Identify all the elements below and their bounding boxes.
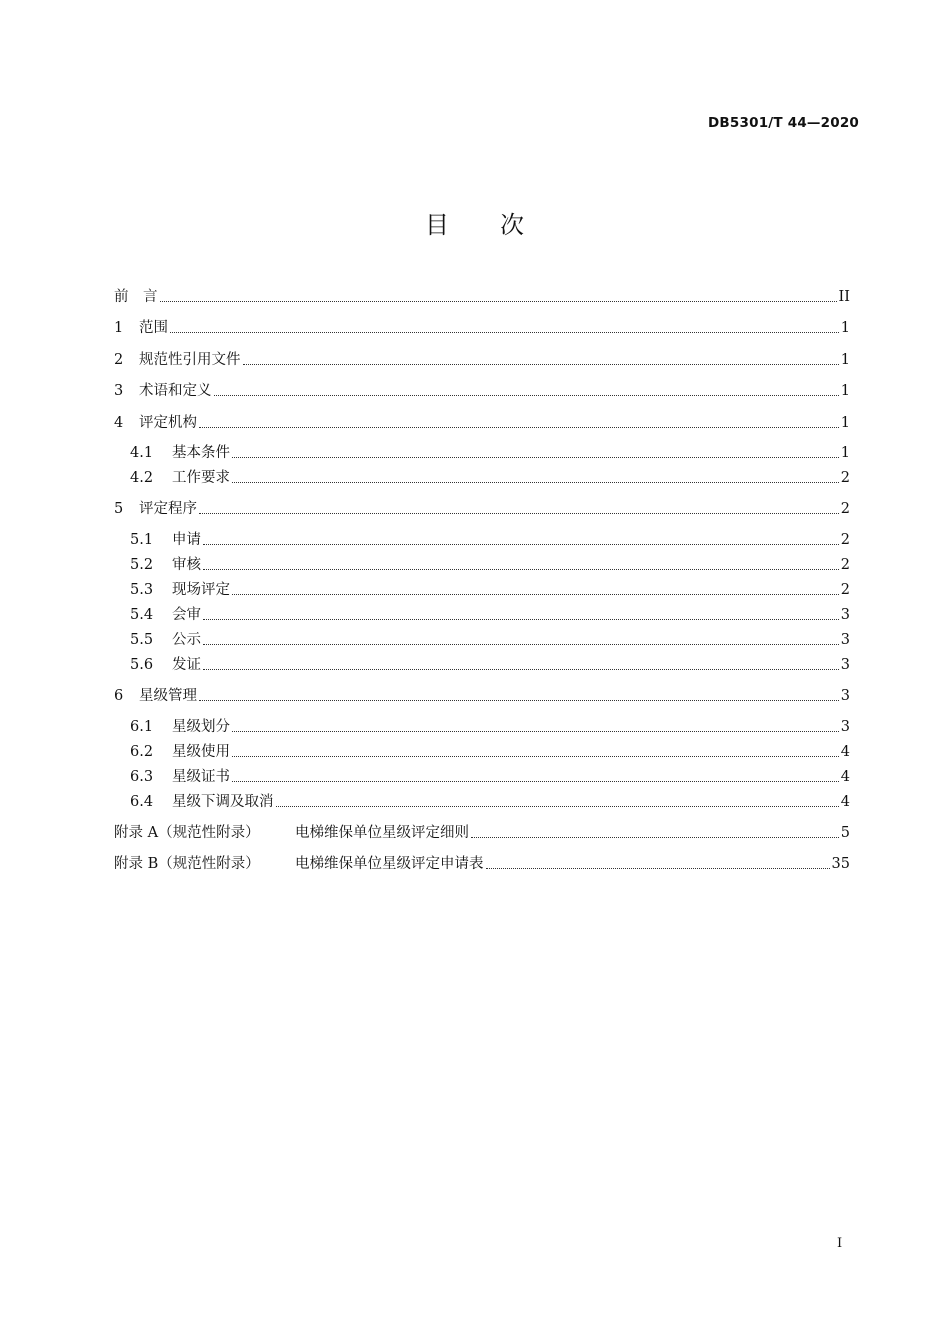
toc-entry-number: 5.1 bbox=[130, 532, 154, 548]
toc-entry-3[interactable] bbox=[114, 380, 850, 402]
toc-leader-dots bbox=[203, 644, 839, 645]
toc-entry-number: 4.2 bbox=[130, 470, 154, 486]
toc-entry-1[interactable] bbox=[114, 317, 850, 339]
toc-entry-title: 现场评定 bbox=[172, 582, 230, 598]
toc-entry-number: 5.4 bbox=[130, 607, 154, 623]
toc-leader-dots bbox=[232, 457, 839, 458]
toc-entry-number: 4.1 bbox=[130, 445, 154, 461]
toc-entry-page: 3 bbox=[840, 657, 850, 673]
page-number: I bbox=[837, 1236, 843, 1251]
toc-entry-2[interactable] bbox=[114, 349, 850, 371]
toc-entry-6-2[interactable] bbox=[130, 741, 850, 763]
toc-entry-number: 1 bbox=[114, 320, 124, 336]
toc-entry-title: 审核 bbox=[172, 557, 201, 573]
toc-entry-title: 工作要求 bbox=[172, 470, 230, 486]
toc-entry-page: 2 bbox=[840, 557, 850, 573]
toc-leader-dots bbox=[486, 868, 830, 869]
toc-entry-number: 6.4 bbox=[130, 794, 154, 810]
toc-entry-number: 附录 A（规范性附录） bbox=[114, 825, 260, 841]
toc-entry-page: 2 bbox=[840, 582, 850, 598]
toc-entry-page: 1 bbox=[840, 383, 850, 399]
toc-leader-dots bbox=[199, 513, 839, 514]
toc-entry-number: 5.5 bbox=[130, 632, 154, 648]
toc-leader-dots bbox=[243, 364, 839, 365]
toc-leader-dots bbox=[471, 837, 839, 838]
toc-entry-title: 星级使用 bbox=[172, 744, 230, 760]
toc-leader-dots bbox=[199, 427, 839, 428]
toc-entry-number: 6 bbox=[114, 688, 124, 704]
toc-leader-dots bbox=[232, 731, 839, 732]
toc-title-char-1: 目 bbox=[425, 211, 450, 239]
toc-entry-page: II bbox=[838, 289, 850, 305]
toc-entry-title: 电梯维保单位星级评定细则 bbox=[295, 825, 469, 841]
toc-leader-dots bbox=[203, 569, 839, 570]
toc-leader-dots bbox=[199, 700, 839, 701]
toc-entry-page: 1 bbox=[840, 445, 850, 461]
toc-entry-title: 星级划分 bbox=[172, 719, 230, 735]
toc-leader-dots bbox=[203, 669, 839, 670]
toc-entry-title: 星级管理 bbox=[139, 688, 197, 704]
toc-entry-5-5[interactable] bbox=[130, 629, 850, 651]
toc-entry-number: 5.2 bbox=[130, 557, 154, 573]
toc-leader-dots bbox=[214, 395, 839, 396]
toc-leader-dots bbox=[232, 594, 839, 595]
toc-leader-dots bbox=[203, 544, 839, 545]
toc-entry-title: 发证 bbox=[172, 657, 201, 673]
toc-entry-number: 6.1 bbox=[130, 719, 154, 735]
toc-entry-title: 申请 bbox=[172, 532, 201, 548]
toc-entry-number: 附录 B（规范性附录） bbox=[114, 856, 260, 872]
toc-entry-page: 2 bbox=[840, 501, 850, 517]
toc-entry-4-1[interactable] bbox=[130, 442, 850, 464]
toc-entry-number: 6.2 bbox=[130, 744, 154, 760]
toc-entry-5-2[interactable] bbox=[130, 554, 850, 576]
toc-entry-title: 前 言 bbox=[114, 289, 158, 305]
toc-entry-title: 星级下调及取消 bbox=[172, 794, 274, 810]
toc-entry-5-6[interactable] bbox=[130, 654, 850, 676]
toc-entry-page: 3 bbox=[840, 719, 850, 735]
toc-entry-page: 2 bbox=[840, 470, 850, 486]
toc-entry-title: 评定机构 bbox=[139, 415, 197, 431]
toc-entry-5-1[interactable] bbox=[130, 529, 850, 551]
toc-entry-page: 1 bbox=[840, 352, 850, 368]
toc-entry-title: 星级证书 bbox=[172, 769, 230, 785]
toc-entry-4[interactable] bbox=[114, 412, 850, 434]
toc-leader-dots bbox=[160, 301, 837, 302]
toc-leader-dots bbox=[203, 619, 839, 620]
toc-entry-6-1[interactable] bbox=[130, 716, 850, 738]
toc-entry-number: 4 bbox=[114, 415, 124, 431]
toc-leader-dots bbox=[232, 482, 839, 483]
toc-entry-number: 5 bbox=[114, 501, 124, 517]
toc-entry-6[interactable] bbox=[114, 685, 850, 707]
toc-leader-dots bbox=[232, 781, 839, 782]
document-code: DB5301/T 44—2020 bbox=[708, 115, 859, 131]
toc-entry-title: 会审 bbox=[172, 607, 201, 623]
toc-entry-page: 4 bbox=[840, 794, 850, 810]
toc-entry-page: 3 bbox=[840, 688, 850, 704]
toc-entry-number: 5.6 bbox=[130, 657, 154, 673]
toc-entry-page: 35 bbox=[831, 856, 850, 872]
toc-entry-foreword[interactable] bbox=[114, 286, 850, 308]
toc-entry-title: 公示 bbox=[172, 632, 201, 648]
toc-leader-dots bbox=[232, 756, 839, 757]
toc-entry-5[interactable] bbox=[114, 498, 850, 520]
toc-entry-title: 评定程序 bbox=[139, 501, 197, 517]
toc-entry-page: 4 bbox=[840, 744, 850, 760]
toc-entry-page: 3 bbox=[840, 607, 850, 623]
toc-entry-page: 5 bbox=[840, 825, 850, 841]
toc-entry-number: 3 bbox=[114, 383, 124, 399]
toc-title bbox=[0, 205, 950, 240]
toc-title-char-2: 次 bbox=[500, 211, 525, 239]
toc-entry-6-4[interactable] bbox=[130, 791, 850, 813]
toc-entry-appendix-a[interactable] bbox=[114, 822, 850, 844]
toc-entry-title: 规范性引用文件 bbox=[139, 352, 241, 368]
toc-entry-number: 2 bbox=[114, 352, 124, 368]
toc-entry-page: 2 bbox=[840, 532, 850, 548]
toc-entry-5-4[interactable] bbox=[130, 604, 850, 626]
toc-entry-number: 5.3 bbox=[130, 582, 154, 598]
toc-entry-appendix-b[interactable] bbox=[114, 853, 850, 875]
toc-entry-5-3[interactable] bbox=[130, 579, 850, 601]
toc-entry-page: 4 bbox=[840, 769, 850, 785]
toc-entry-title: 基本条件 bbox=[172, 445, 230, 461]
toc-leader-dots bbox=[276, 806, 839, 807]
toc-entry-page: 3 bbox=[840, 632, 850, 648]
toc-entry-number: 6.3 bbox=[130, 769, 154, 785]
toc-entry-title: 范围 bbox=[139, 320, 168, 336]
toc-entry-page: 1 bbox=[840, 415, 850, 431]
toc-entry-title: 电梯维保单位星级评定申请表 bbox=[295, 856, 484, 872]
toc-leader-dots bbox=[170, 332, 839, 333]
toc-entry-4-2[interactable] bbox=[130, 467, 850, 489]
toc-entry-6-3[interactable] bbox=[130, 766, 850, 788]
toc-entry-title: 术语和定义 bbox=[139, 383, 212, 399]
toc-entry-page: 1 bbox=[840, 320, 850, 336]
